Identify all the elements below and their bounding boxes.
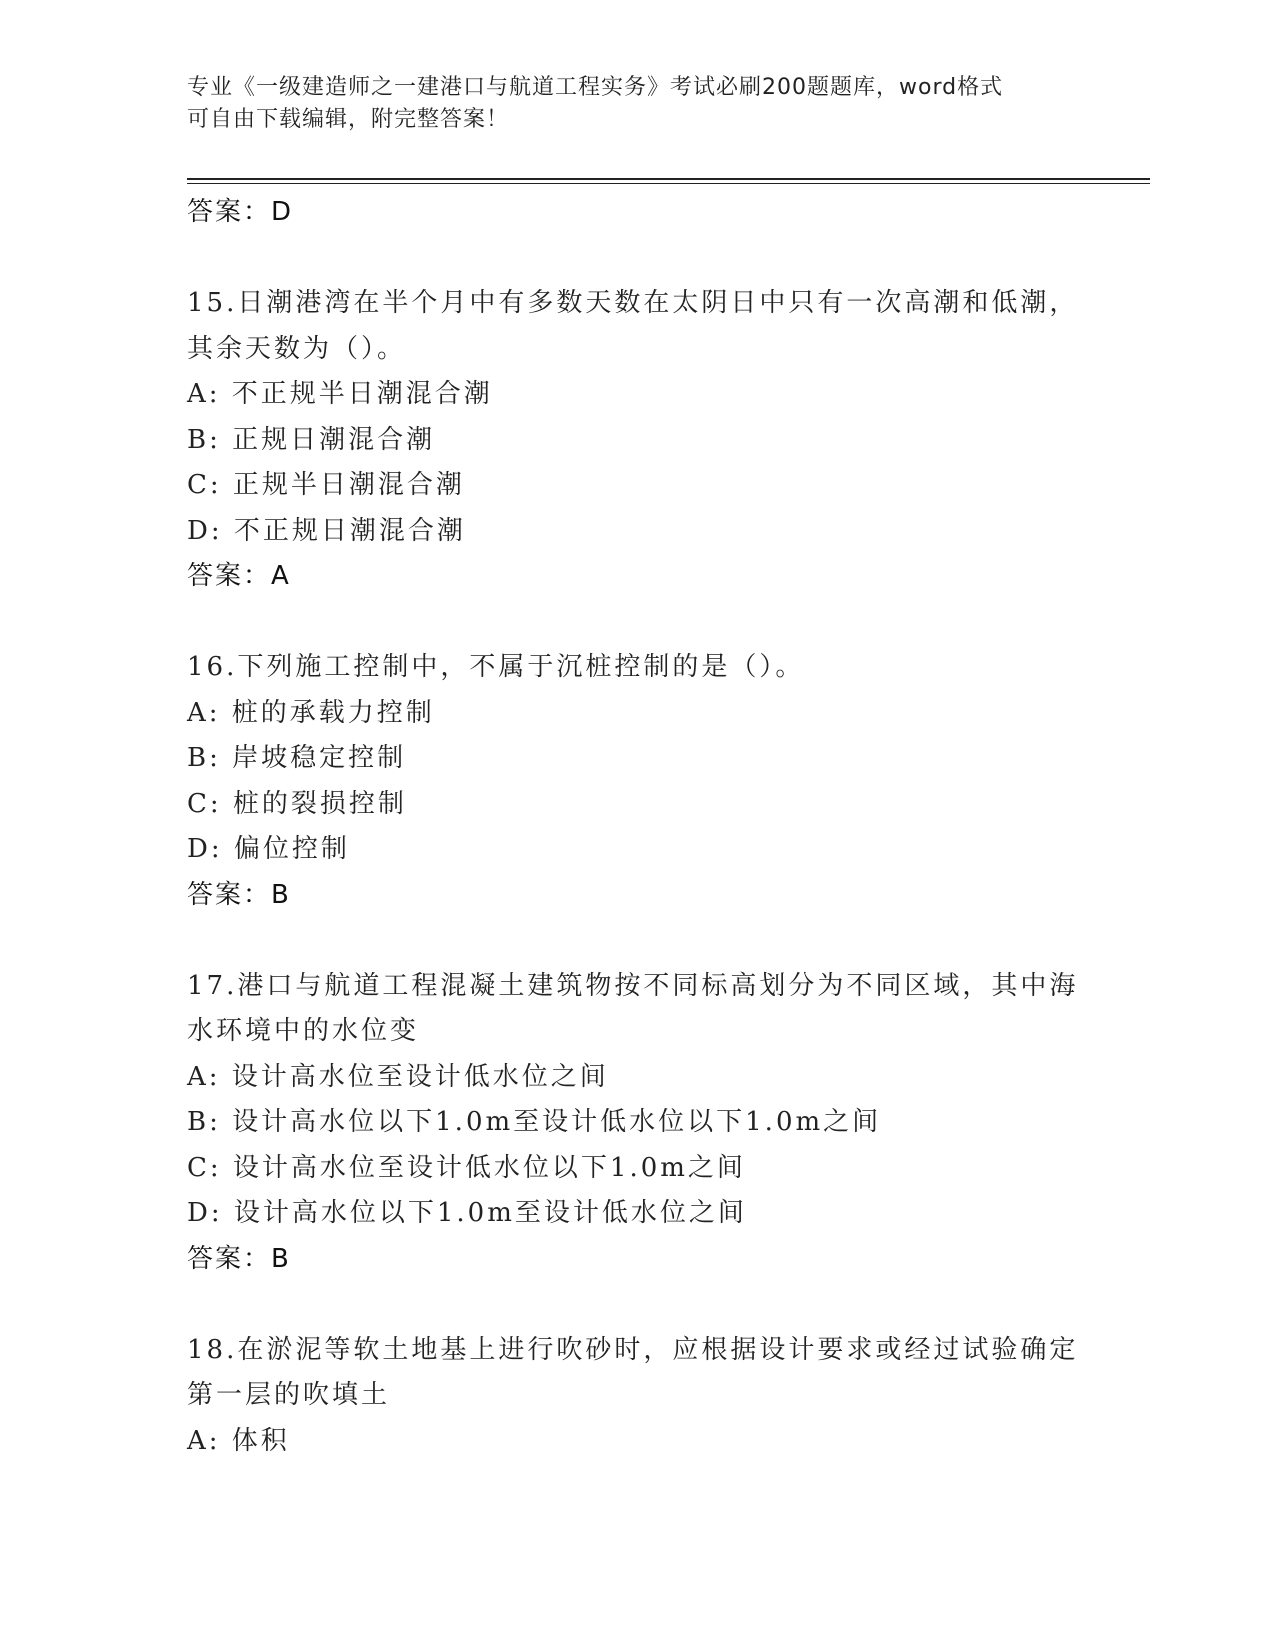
option-d: D: 设计高水位以下1.0m至设计低水位之间 [187, 1198, 747, 1228]
option-b: B: 岸坡稳定控制 [187, 743, 407, 773]
question-17 [187, 964, 1079, 1283]
document-header [187, 72, 1067, 136]
header-title-line2: 可自由下载编辑，附完整答案！ [187, 107, 510, 132]
header-divider [187, 178, 1150, 180]
answer: 答案：A [187, 561, 291, 591]
header-title-line1: 专业《一级建造师之一建港口与航道工程实务》考试必刷200题题库，word格式 [187, 75, 1004, 100]
question-stem: 18.在淤泥等软土地基上进行吹砂时，应根据设计要求或经过试验确定 [187, 1334, 1079, 1365]
question-18 [187, 1328, 1079, 1465]
option-a: A: 桩的承载力控制 [187, 697, 435, 728]
header-divider-thin [187, 183, 1150, 184]
option-c: C: 正规半日潮混合潮 [187, 470, 465, 500]
question-stem: 水环境中的水位变 [187, 1016, 420, 1046]
option-d: D: 偏位控制 [187, 834, 350, 864]
option-d: D: 不正规日潮混合潮 [187, 515, 466, 546]
question-stem: 其余天数为（）。 [187, 333, 407, 364]
question-stem: 17.港口与航道工程混凝土建筑物按不同标高划分为不同区域，其中海 [187, 970, 1079, 1001]
option-a: A: 不正规半日潮混合潮 [187, 379, 493, 409]
option-b: B: 正规日潮混合潮 [187, 424, 436, 455]
question-stem: 16.下列施工控制中，不属于沉桩控制的是（）。 [187, 652, 805, 682]
option-a: A: 体积 [187, 1425, 290, 1456]
question-15 [187, 281, 1079, 600]
option-c: C: 设计高水位至设计低水位以下1.0m之间 [187, 1152, 746, 1183]
answer: 答案：B [187, 879, 291, 910]
option-c: C: 桩的裂损控制 [187, 788, 407, 819]
answer: 答案：B [187, 1243, 291, 1274]
question-16 [187, 645, 1067, 918]
question-list [187, 190, 1079, 1464]
question-stem: 第一层的吹填土 [187, 1380, 391, 1410]
previous-answer: 答案：D [187, 197, 294, 227]
option-a: A: 设计高水位至设计低水位之间 [187, 1061, 609, 1092]
option-b: B: 设计高水位以下1.0m至设计低水位以下1.0m之间 [187, 1107, 882, 1137]
question-stem: 15.日潮港湾在半个月中有多数天数在太阴日中只有一次高潮和低潮， [187, 288, 1079, 318]
